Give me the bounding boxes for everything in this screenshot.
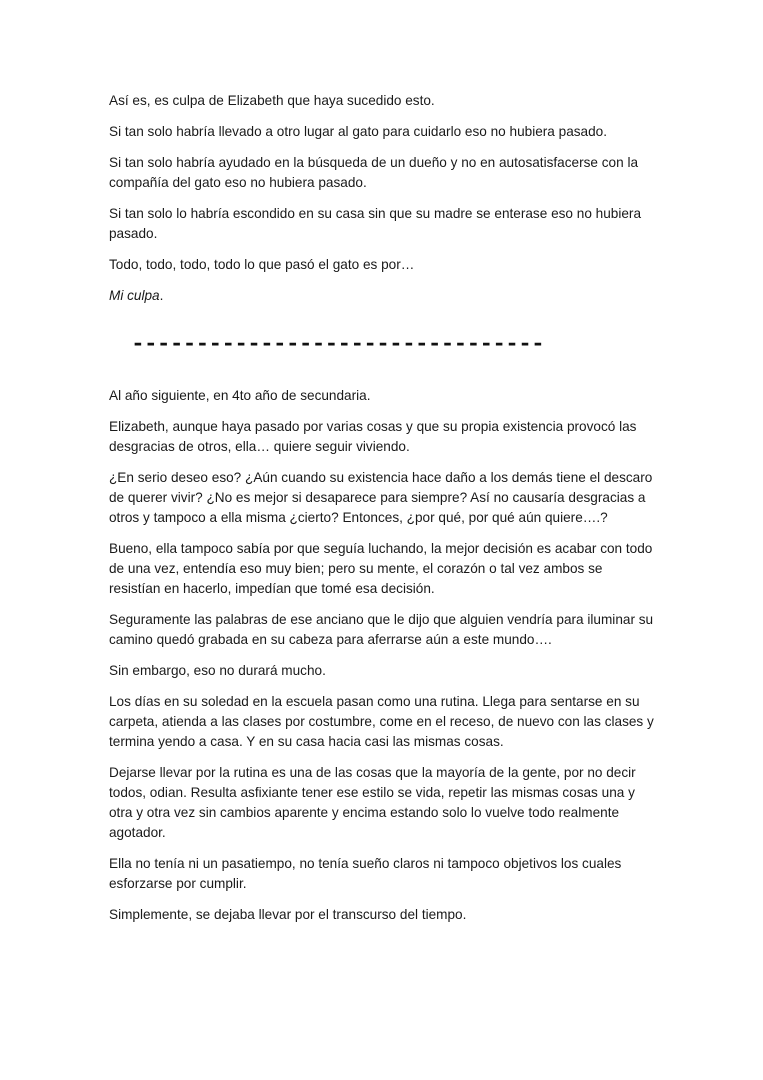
italic-line-paragraph <box>109 286 657 306</box>
paragraph: Si tan solo lo habría escondido en su casa sin que su madre se enterase eso no hubiera pasado. <box>109 206 642 241</box>
paragraph: Los días en su soledad en la escuela pasan como una rutina. Llega para sentarse en su carpeta, atienda a las clases por costumbre, come en el receso, de nuevo con las clases y termina yendo a casa. Y en su casa hacia casi las mismas cosas. <box>109 694 654 749</box>
paragraph: ¿En serio deseo eso? ¿Aún cuando su existencia hace daño a los demás tiene el descaro de querer vivir? ¿No es mejor si desaparece para siempre? Así no causaría desgracias a otros y tampoco a ella misma ¿cierto? Entonces, ¿por qué, por qué aún quiere….? <box>109 470 653 525</box>
paragraph: Simplemente, se dejaba llevar por el transcurso del tiempo. <box>109 907 467 922</box>
paragraph: Así es, es culpa de Elizabeth que haya sucedido esto. <box>109 93 435 108</box>
italic-line-suffix: . <box>159 288 164 303</box>
text-section-two <box>109 386 657 936</box>
paragraph: Si tan solo habría llevado a otro lugar al gato para cuidarlo eso no hubiera pasado. <box>109 124 608 139</box>
paragraph: Ella no tenía ni un pasatiempo, no tenía sueño claros ni tampoco objetivos los cuales esforzarse por cumplir. <box>109 856 622 891</box>
text-section-one <box>109 91 657 317</box>
paragraph: Si tan solo habría ayudado en la búsqueda de un dueño y no en autosatisfacerse con la compañía del gato eso no hubiera pasado. <box>109 155 639 190</box>
paragraph: Dejarse llevar por la rutina es una de las cosas que la mayoría de la gente, por no decir todos, odian. Resulta asfixiante tener ese estilo se vida, repetir las mismas cosas una y otra y otra vez sin cambios aparente y encima estando solo lo vuelve todo realmente agotador. <box>109 765 636 840</box>
paragraph: Elizabeth, aunque haya pasado por varias cosas y que su propia existencia provocó las desgracias de otros, ella… quiere seguir viviendo. <box>109 419 637 454</box>
paragraph: Al año siguiente, en 4to año de secundaria. <box>109 388 371 403</box>
paragraph: Seguramente las palabras de ese anciano que le dijo que alguien vendría para iluminar su camino quedó grabada en su cabeza para aferrarse aún a este mundo…. <box>109 612 654 647</box>
section-separator: -------------------------------- <box>131 331 544 357</box>
paragraph: Bueno, ella tampoco sabía por que seguía luchando, la mejor decisión es acabar con todo de una vez, entendía eso muy bien; pero su mente, el corazón o tal vez ambos se resistían en hacerlo, impedían que tomé esa decisión. <box>109 541 653 596</box>
paragraph: Todo, todo, todo, todo lo que pasó el gato es por… <box>109 257 415 272</box>
paragraph: Sin embargo, eso no durará mucho. <box>109 663 326 678</box>
italic-line: Mi culpa <box>109 288 160 303</box>
